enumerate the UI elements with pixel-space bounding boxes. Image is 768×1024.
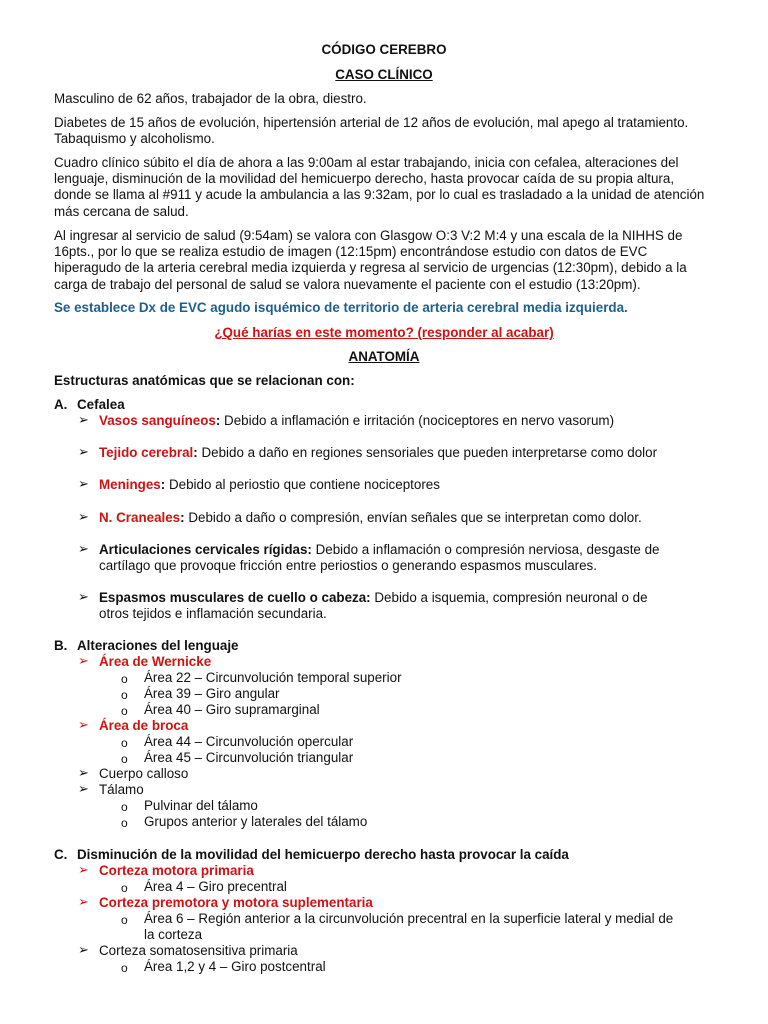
circle-bullet-icon: o bbox=[121, 704, 128, 718]
cefalea-item-muscle-spasms: Espasmos musculares de cuello o cabeza: Debido a isquemia, compresión neuronal o de bbox=[99, 590, 648, 605]
motor-subitem-1: Área 4 – Giro precentral bbox=[144, 879, 287, 894]
wernicke-area: Área de Wernicke bbox=[99, 654, 212, 669]
cefalea-item-cervical-joints: Articulaciones cervicales rígidas: Debido a inflamación o compresión nerviosa, desgaste de bbox=[99, 542, 660, 557]
question-prompt: ¿Qué harías en este momento? (responder al acabar) bbox=[214, 325, 554, 340]
circle-bullet-icon: o bbox=[121, 688, 128, 702]
wernicke-subitem-3: Área 40 – Giro supramarginal bbox=[144, 702, 320, 717]
case-paragraph-3: Cuadro clínico súbito el día de ahora a las 9:00am al estar trabajando, inicia con cefalea, alteraciones del lenguaje, disminución de la movilidad del hemicuerpo derecho, hasta provocar caída de su propia altura, donde se llama al #911 y acude la ambulancia a las 9:32am, por lo cual es trasladado a la unidad de atención más cercana de salud. bbox=[54, 155, 705, 219]
circle-bullet-icon: o bbox=[121, 672, 128, 686]
cefalea-item-cranial-nerves: N. Craneales: Debido a daño o compresión, envían señales que se interpretan como dolor. bbox=[99, 510, 642, 525]
arrow-bullet-icon: ➢ bbox=[78, 589, 89, 604]
cefalea-item-muscle-spasms-cont: otros tejidos e inflamación secundaria. bbox=[99, 606, 327, 621]
premotor-subitem-1: Área 6 – Región anterior a la circunvolución precentral en la superficie lateral y medial de bbox=[144, 911, 674, 926]
arrow-bullet-icon: ➢ bbox=[78, 412, 89, 427]
wernicke-subitem-2: Área 39 – Giro angular bbox=[144, 686, 280, 701]
section-c-label: C. bbox=[54, 847, 68, 862]
corpus-callosum: Cuerpo calloso bbox=[99, 766, 189, 781]
cefalea-item-meninges: Meninges: Debido al periostio que contiene nociceptores bbox=[99, 477, 440, 492]
cefalea-item-cervical-joints-cont: cartílago que provoque fricción entre periostios o generando espasmos musculares. bbox=[99, 558, 597, 573]
arrow-bullet-icon: ➢ bbox=[78, 717, 89, 732]
arrow-bullet-icon: ➢ bbox=[78, 476, 89, 491]
circle-bullet-icon: o bbox=[121, 800, 128, 814]
page-title: CÓDIGO CEREBRO bbox=[321, 42, 447, 57]
case-paragraph-1: Masculino de 62 años, trabajador de la obra, diestro. bbox=[54, 91, 367, 106]
section-title-case: CASO CLÍNICO bbox=[335, 67, 433, 82]
arrow-bullet-icon: ➢ bbox=[78, 653, 89, 668]
wernicke-subitem-1: Área 22 – Circunvolución temporal superior bbox=[144, 670, 402, 685]
arrow-bullet-icon: ➢ bbox=[78, 781, 89, 796]
circle-bullet-icon: o bbox=[121, 752, 128, 766]
circle-bullet-icon: o bbox=[121, 816, 128, 830]
section-b-title: Alteraciones del lenguaje bbox=[77, 638, 239, 653]
cefalea-item-brain-tissue: Tejido cerebral: Debido a daño en regiones sensoriales que pueden interpretarse como dolor bbox=[99, 445, 658, 460]
arrow-bullet-icon: ➢ bbox=[78, 444, 89, 459]
broca-area: Área de broca bbox=[99, 718, 189, 733]
section-title-anatomy: ANATOMÍA bbox=[348, 349, 420, 364]
section-a-title: Cefalea bbox=[77, 397, 125, 412]
section-a-label: A. bbox=[54, 397, 68, 412]
somatosensory-cortex: Corteza somatosensitiva primaria bbox=[99, 943, 298, 958]
thalamus-subitem-2: Grupos anterior y laterales del tálamo bbox=[144, 814, 368, 829]
circle-bullet-icon: o bbox=[121, 881, 128, 895]
arrow-bullet-icon: ➢ bbox=[78, 942, 89, 957]
cefalea-item-vessels: Vasos sanguíneos: Debido a inflamación e irritación (nociceptores en nervo vasorum) bbox=[99, 413, 615, 428]
primary-motor-cortex: Corteza motora primaria bbox=[99, 863, 254, 878]
anatomy-intro: Estructuras anatómicas que se relacionan con: bbox=[54, 373, 355, 388]
thalamus: Tálamo bbox=[99, 782, 144, 797]
premotor-subitem-1-cont: la corteza bbox=[144, 927, 203, 942]
arrow-bullet-icon: ➢ bbox=[78, 862, 89, 877]
case-paragraph-4: Al ingresar al servicio de salud (9:54am) se valora con Glasgow O:3 V:2 M:4 y una escala de la NIHHS de 16pts., por lo que se realiza estudio de imagen (12:15pm) encontrándose estudio con datos de EVC hiperagudo de la arteria cerebral media izquierda y regresa al servicio de urgencias (12:30pm), debido a la carga de trabajo del personal de salud se valora nuevamente el paciente con el estudio (13:20pm). bbox=[54, 228, 687, 292]
somatosensory-subitem-1: Área 1,2 y 4 – Giro postcentral bbox=[144, 959, 326, 974]
circle-bullet-icon: o bbox=[121, 913, 128, 927]
section-c-title: Disminución de la movilidad del hemicuerpo derecho hasta provocar la caída bbox=[77, 847, 569, 862]
arrow-bullet-icon: ➢ bbox=[78, 541, 89, 556]
circle-bullet-icon: o bbox=[121, 961, 128, 975]
broca-subitem-1: Área 44 – Circunvolución opercular bbox=[144, 734, 354, 749]
case-paragraph-2: Diabetes de 15 años de evolución, hipertensión arterial de 12 años de evolución, mal apego al tratamiento. Tabaquismo y alcoholismo. bbox=[54, 115, 689, 147]
premotor-cortex: Corteza premotora y motora suplementaria bbox=[99, 895, 373, 910]
section-b-label: B. bbox=[54, 638, 68, 653]
arrow-bullet-icon: ➢ bbox=[78, 894, 89, 909]
broca-subitem-2: Área 45 – Circunvolución triangular bbox=[144, 750, 354, 765]
circle-bullet-icon: o bbox=[121, 736, 128, 750]
arrow-bullet-icon: ➢ bbox=[78, 509, 89, 524]
thalamus-subitem-1: Pulvinar del tálamo bbox=[144, 798, 258, 813]
diagnosis-statement: Se establece Dx de EVC agudo isquémico de territorio de arteria cerebral media izquierda. bbox=[54, 300, 628, 315]
arrow-bullet-icon: ➢ bbox=[78, 765, 89, 780]
